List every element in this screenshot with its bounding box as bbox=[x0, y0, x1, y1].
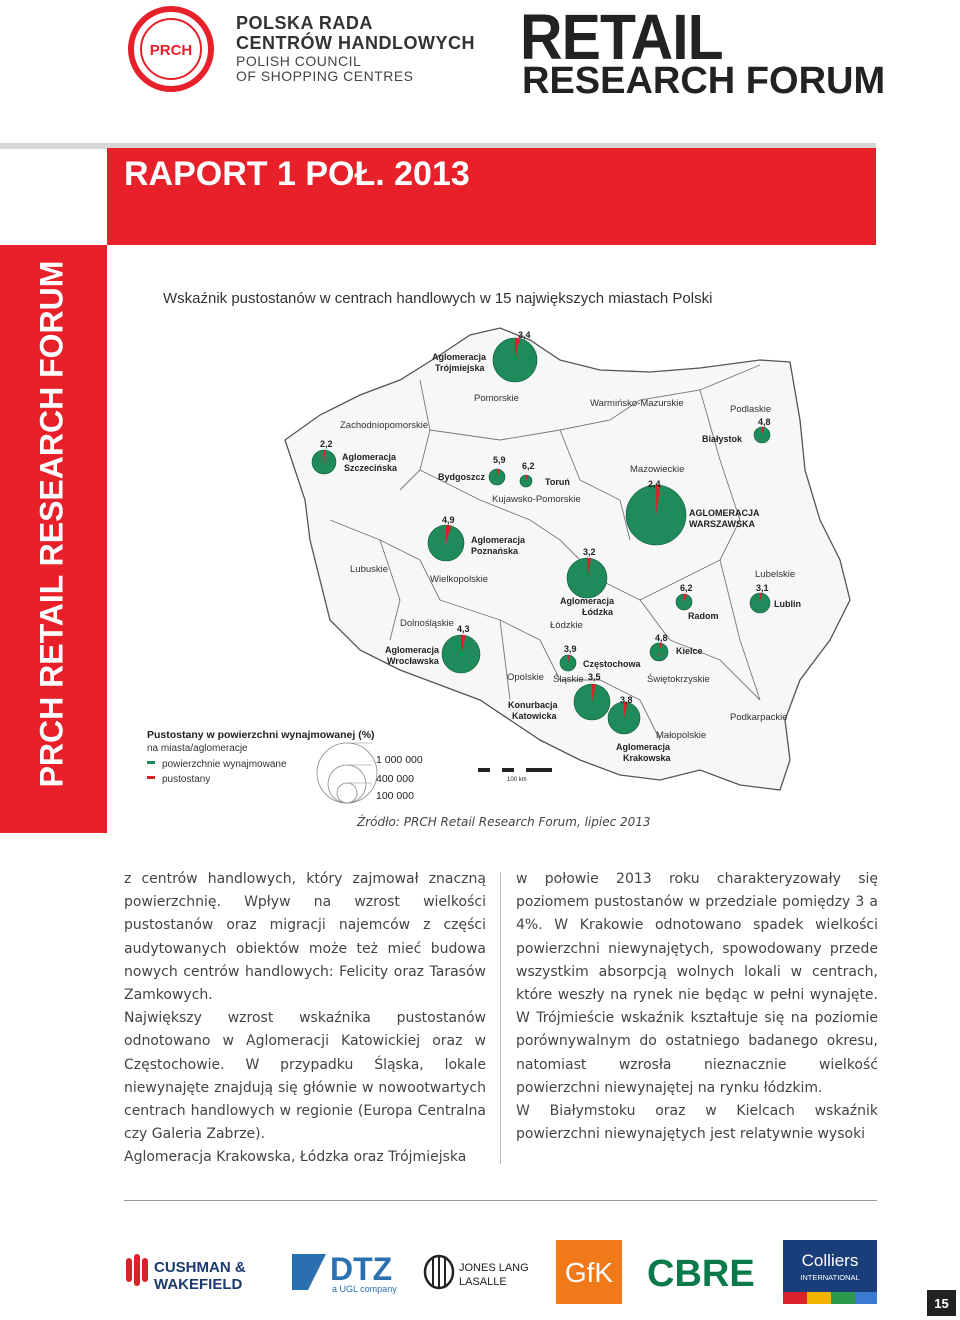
label-katowice-2: Katowicka bbox=[512, 711, 557, 721]
cbre-logo bbox=[645, 1240, 763, 1304]
value-lublin: 3,1 bbox=[756, 583, 769, 593]
label-poznan-2: Poznańska bbox=[471, 546, 519, 556]
svg-text:DTZ: DTZ bbox=[330, 1251, 393, 1287]
dtz-logo bbox=[290, 1240, 402, 1304]
region-zachodniopomorskie: Zachodniopomorskie bbox=[340, 420, 429, 431]
footer-divider bbox=[124, 1200, 877, 1201]
value-wroclaw: 4,3 bbox=[457, 624, 470, 634]
map-legend bbox=[147, 729, 552, 803]
org-line-3: POLISH COUNCIL bbox=[236, 53, 362, 69]
value-bydgoszcz: 5,9 bbox=[493, 455, 506, 465]
label-lodz-1: Aglomeracja bbox=[560, 596, 615, 606]
region-mazowieckie: Mazowieckie bbox=[630, 464, 685, 475]
colliers-logo bbox=[783, 1240, 877, 1304]
label-bydgoszcz: Bydgoszcz bbox=[438, 472, 486, 482]
vacancy-map bbox=[140, 320, 860, 810]
svg-text:CBRE: CBRE bbox=[647, 1253, 755, 1295]
paragraph: Największy wzrost wskaźnika pustostanów odnotowano w Aglomeracji Katowickiej oraz w Częstochowie. W przypadku Śląska, lokale niewynajęte znajdują się głównie w nowootwartych centrach handlowych w regionie (Europa Centralna czy Galeria Zabrze). bbox=[124, 1010, 486, 1143]
legend-size-3: 100 000 bbox=[376, 790, 414, 802]
paragraph: w połowie 2013 roku charakteryzowały się poziomem pustostanów w przedziale pomiędzy 3 a 4%. W Krakowie odnotowano spadek wielkości powierzchni niewynajętych, spowodowany przede wszystkim absorpcją wolnych lokali w centrach, które weszły na rynek nie będąc w pełni wynajęte. W Trójmieście wskaźnik kształtuje się na poziomie porównywalnym do ostatniego badanego okresu, natomiast wzrosła nieznacznie wielkość powierzchni niewynajętej na rynku łódzkim. bbox=[516, 871, 878, 1096]
label-poznan-1: Aglomeracja bbox=[471, 535, 526, 545]
research-forum-heading: RESEARCH FORUM bbox=[522, 60, 886, 102]
value-bialystok: 4,8 bbox=[758, 417, 771, 427]
label-bialystok: Białystok bbox=[702, 434, 743, 444]
value-trojmiasto: 3,4 bbox=[518, 330, 531, 340]
label-trojmiasto-1: Aglomeracja bbox=[432, 352, 487, 362]
sidebar-title: PRCH RETAIL RESEARCH FORUM bbox=[33, 260, 70, 788]
region-pomorskie: Pomorskie bbox=[474, 393, 519, 404]
svg-text:GfK: GfK bbox=[564, 1257, 614, 1288]
paragraph: W Białymstoku oraz w Kielcach wskaźnik powierzchni niewynajętych jest relatywnie wysoki bbox=[516, 1103, 878, 1143]
retail-heading: RETAIL bbox=[520, 1, 723, 73]
svg-text:Colliers: Colliers bbox=[801, 1251, 859, 1270]
region-slaskie: Śląskie bbox=[553, 674, 584, 685]
value-szczecin: 2,2 bbox=[320, 439, 333, 449]
label-krakow-2: Krakowska bbox=[623, 753, 671, 763]
label-warszawa-1: AGLOMERACJA bbox=[689, 508, 760, 518]
text-column-right bbox=[516, 868, 878, 1146]
value-torun: 6,2 bbox=[522, 461, 535, 471]
svg-text:JONES LANG: JONES LANG bbox=[459, 1262, 529, 1274]
region-lodzkie: Łódzkie bbox=[550, 620, 583, 631]
svg-text:LASALLE: LASALLE bbox=[459, 1276, 507, 1288]
svg-text:WAKEFIELD: WAKEFIELD bbox=[154, 1276, 243, 1293]
legend-size-2: 400 000 bbox=[376, 773, 414, 785]
value-kielce: 4,8 bbox=[655, 633, 668, 643]
text-column-left bbox=[124, 868, 486, 1170]
paragraph: Aglomeracja Krakowska, Łódzka oraz Trójmiejska bbox=[124, 1149, 467, 1166]
label-warszawa-2: WARSZAWSKA bbox=[689, 519, 755, 529]
region-dolnoslaskie: Dolnośląskie bbox=[400, 618, 454, 629]
figure-title: Wskaźnik pustostanów w centrach handlowych w 15 największych miastach Polski bbox=[163, 290, 713, 307]
svg-text:INTERNATIONAL: INTERNATIONAL bbox=[800, 1273, 860, 1282]
label-kielce: Kielce bbox=[676, 646, 703, 656]
region-opolskie: Opolskie bbox=[507, 672, 544, 683]
label-szczecin-1: Aglomeracja bbox=[342, 452, 397, 462]
page-number: 15 bbox=[927, 1290, 956, 1316]
report-title: RAPORT 1 POŁ. 2013 bbox=[124, 155, 470, 193]
figure-caption: Źródło: PRCH Retail Research Forum, lipiec 2013 bbox=[357, 815, 651, 829]
prch-logo bbox=[126, 4, 216, 94]
value-lodz: 3,2 bbox=[583, 547, 596, 557]
paragraph: z centrów handlowych, który zajmował znaczną powierzchnię. Wpływ na wzrost wielkości pustostanów oraz migracji najemców z części audytowanych obiektów może też mieć budowa nowych centrów handlowych: Felicity oraz Tarasów Zamkowych. bbox=[124, 871, 486, 1004]
legend-size-1: 1 000 000 bbox=[376, 754, 423, 766]
region-warminsko: Warmińsko-Mazurskie bbox=[590, 398, 684, 409]
value-radom: 6,2 bbox=[680, 583, 693, 593]
label-radom: Radom bbox=[688, 611, 719, 621]
organization-name bbox=[236, 14, 475, 83]
org-line-4: OF SHOPPING CENTRES bbox=[236, 68, 414, 84]
logo-abbr: PRCH bbox=[149, 42, 193, 59]
value-czestochowa: 3,9 bbox=[564, 644, 577, 654]
org-line-2: CENTRÓW HANDLOWYCH bbox=[236, 33, 475, 53]
region-swietokrzyskie: Świętokrzyskie bbox=[647, 674, 710, 685]
value-poznan: 4,9 bbox=[442, 515, 455, 525]
label-czestochowa: Częstochowa bbox=[583, 659, 641, 669]
label-krakow-1: Aglomeracja bbox=[616, 742, 671, 752]
value-warszawa: 2,4 bbox=[648, 479, 661, 489]
region-podkarpackie: Podkarpackie bbox=[730, 712, 788, 723]
legend-title: Pustostany w powierzchni wynajmowanej (%) bbox=[147, 729, 375, 741]
legend-subtitle: na miasta/aglomeracje bbox=[147, 743, 248, 754]
region-kujawsko: Kujawsko-Pomorskie bbox=[492, 494, 581, 505]
cushman-wakefield-logo bbox=[124, 1240, 269, 1304]
value-katowice: 3,5 bbox=[588, 672, 601, 682]
svg-text:a UGL company: a UGL company bbox=[332, 1284, 397, 1294]
org-line-1: POLSKA RADA bbox=[236, 13, 373, 33]
value-krakow: 3,8 bbox=[620, 695, 633, 705]
scale-label: 100 km bbox=[507, 777, 527, 783]
region-wielkopolskie: Wielkopolskie bbox=[430, 574, 489, 585]
label-szczecin-2: Szczecińska bbox=[344, 463, 398, 473]
region-malopolskie: Małopolskie bbox=[656, 730, 707, 741]
label-lublin: Lublin bbox=[774, 599, 801, 609]
region-lubelskie: Lubelskie bbox=[755, 569, 796, 580]
legend-leased: powierzchnie wynajmowane bbox=[162, 759, 287, 770]
column-divider bbox=[500, 872, 501, 1164]
label-trojmiasto-2: Trójmiejska bbox=[435, 363, 485, 373]
label-wroclaw-1: Aglomeracja bbox=[385, 645, 440, 655]
legend-vacant: pustostany bbox=[162, 774, 211, 785]
region-podlaskie: Podlaskie bbox=[730, 404, 772, 415]
gfk-logo bbox=[556, 1240, 622, 1304]
label-lodz-2: Łódzka bbox=[582, 607, 614, 617]
label-torun: Toruń bbox=[545, 477, 570, 487]
region-lubuskie: Lubuskie bbox=[350, 564, 389, 575]
label-wroclaw-2: Wrocławska bbox=[387, 656, 439, 666]
svg-text:CUSHMAN &: CUSHMAN & bbox=[154, 1259, 246, 1276]
jll-logo bbox=[423, 1240, 533, 1304]
label-katowice-1: Konurbacja bbox=[508, 700, 558, 710]
